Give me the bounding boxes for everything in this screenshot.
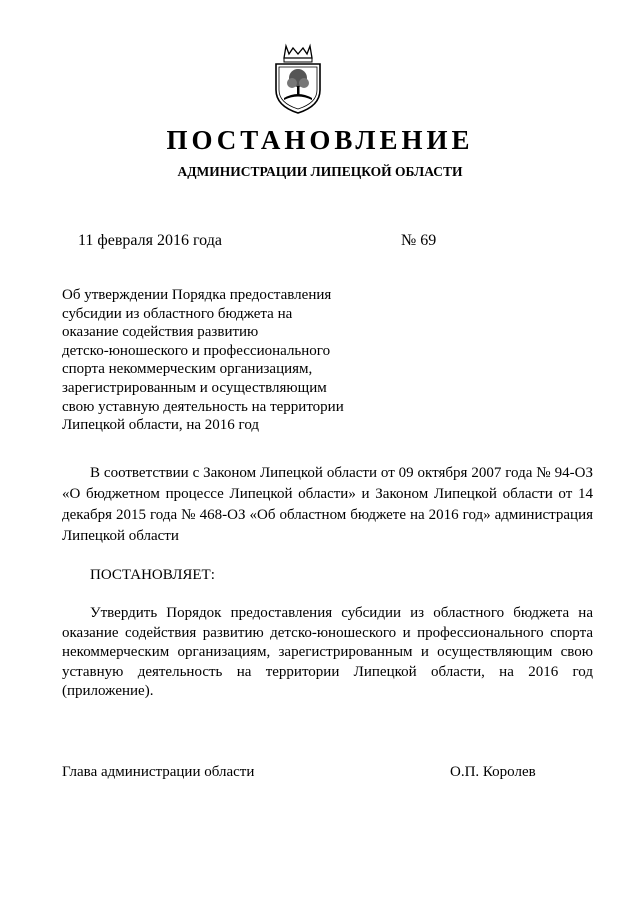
subject-line: свою уставную деятельность на территории (62, 398, 344, 415)
document-number: № 69 (401, 232, 437, 249)
subject-line: оказание содействия развитию (62, 324, 259, 341)
signatory-name: О.П. Королев (450, 764, 536, 780)
subject-line: Об утверждении Порядка предоставления (62, 287, 332, 303)
document-date: 11 февраля 2016 года (78, 232, 222, 249)
resolve-heading: ПОСТАНОВЛЯЕТ: (90, 567, 215, 583)
issuing-authority: АДМИНИСТРАЦИИ ЛИПЕЦКОЙ ОБЛАСТИ (177, 164, 463, 179)
order-paragraph: Утвердить Порядок предоставления субсидии из областного бюджета на оказание содействия развитию детско-юношеского и профессионального спорта некоммерческим организациям, зарегистрированным и осуществляющим свою уставную деятельность на территории Липецкой области, на 2016 год (приложение). (62, 605, 593, 700)
preamble-paragraph: В соответствии с Законом Липецкой области от 09 октября 2007 года № 94-ОЗ «О бюджетном процессе Липецкой области» и Законом Липецкой области от 14 декабря 2015 года № 468-ОЗ «Об областном бюджете на 2016 год» администрация Липецкой области (62, 465, 593, 544)
signatory-position: Глава администрации области (62, 764, 255, 780)
subject-line: субсидии из областного бюджета на (62, 305, 293, 322)
document-subject (62, 286, 382, 435)
subject-line: зарегистрированным и осуществляющим (62, 379, 327, 396)
coat-of-arms-icon (270, 42, 326, 116)
subject-line: детско-юношеского и профессионального (62, 342, 331, 359)
document-title: ПОСТАНОВЛЕНИЕ (166, 125, 474, 155)
subject-line: спорта некоммерческим организациям, (62, 361, 313, 378)
subject-line: Липецкой области, на 2016 год (62, 417, 260, 434)
